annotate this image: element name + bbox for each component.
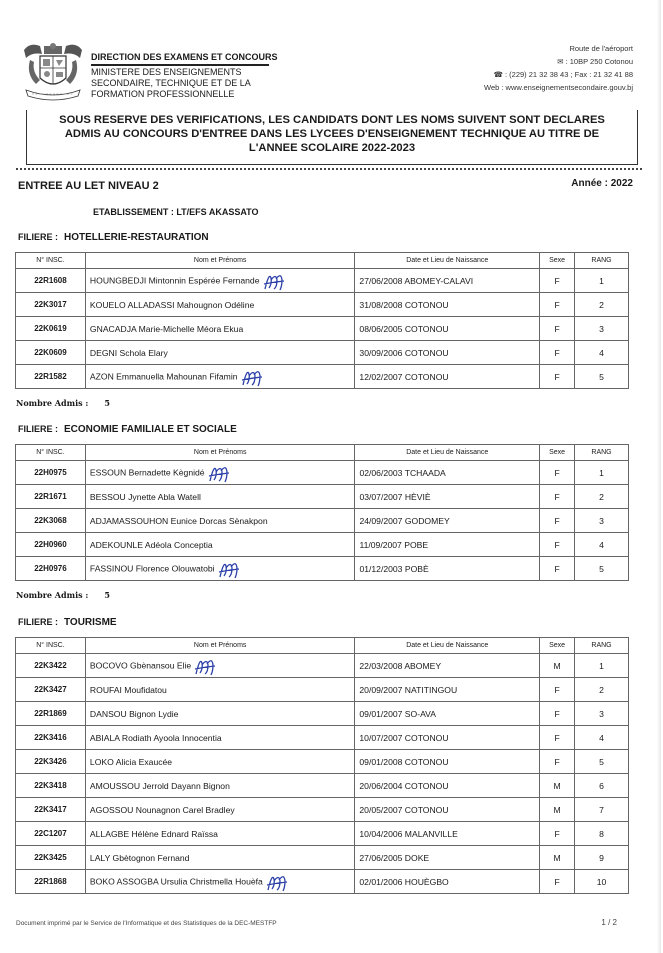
sex-cell: F <box>540 750 575 774</box>
sex-cell: F <box>540 702 575 726</box>
birth-cell: 02/01/2006 HOUÈGBO <box>355 870 540 894</box>
name-cell <box>85 678 354 702</box>
name-cell <box>85 341 355 365</box>
name-cell <box>85 702 354 726</box>
candidate-name: ADJAMASSOUHON Eunice Dorcas Sènakpon <box>89 515 268 526</box>
insc-number-cell: 22R1608 <box>16 269 86 293</box>
birth-cell: 27/06/2005 DOKE <box>355 846 540 870</box>
name-cell <box>85 654 354 678</box>
column-header: RANG <box>575 445 629 461</box>
table-row <box>16 485 629 509</box>
table-row <box>16 341 629 365</box>
rank-cell: 4 <box>575 341 629 365</box>
rank-cell: 2 <box>575 678 629 702</box>
issuing-authority-block <box>91 52 278 100</box>
rank-cell: 2 <box>575 485 629 509</box>
banner-line-1: SOUS RESERVE DES VERIFICATIONS, LES CANDIDATS DONT LES NOMS SUIVENT SONT DECLARES <box>59 114 605 126</box>
insc-number-cell: 22H0960 <box>16 533 86 557</box>
dotted-separator <box>16 168 642 170</box>
ministere-line-2: SECONDAIRE, TECHNIQUE ET DE LA <box>91 78 251 88</box>
name-cell <box>85 365 355 389</box>
insc-number-cell: 22K3417 <box>16 798 86 822</box>
rank-cell: 1 <box>575 461 629 485</box>
rank-cell: 6 <box>575 774 629 798</box>
rank-cell: 5 <box>575 750 629 774</box>
name-cell <box>85 557 355 581</box>
sex-cell: F <box>540 365 575 389</box>
ministere-line-3: FORMATION PROFESSIONNELLE <box>91 89 235 99</box>
column-header: Date et Lieu de Naissance <box>355 253 540 269</box>
birth-cell: 12/02/2007 COTONOU <box>355 365 540 389</box>
admitted-count <box>16 590 110 600</box>
column-header: Date et Lieu de Naissance <box>355 445 540 461</box>
insc-number-cell: 22K3426 <box>16 750 86 774</box>
filiere-label: FILIERE : <box>18 232 58 242</box>
table-header-row <box>16 445 629 461</box>
candidate-name: ABIALA Rodiath Ayoola Innocentia <box>89 732 222 743</box>
sex-cell: F <box>540 533 575 557</box>
birth-cell: 22/03/2008 ABOMEY <box>355 654 540 678</box>
candidate-name: LOKO Alicia Exaucée <box>89 756 173 767</box>
table-row <box>16 654 629 678</box>
insc-number-cell: 22C1207 <box>16 822 86 846</box>
name-cell <box>85 269 355 293</box>
entree-title: ENTREE AU LET NIVEAU 2 <box>18 180 159 192</box>
admitted-count-value: 5 <box>104 398 110 408</box>
admitted-count-value: 5 <box>104 590 110 600</box>
filiere-label: FILIERE : <box>18 617 58 627</box>
rank-cell: 2 <box>575 293 629 317</box>
birth-cell: 30/09/2006 COTONOU <box>355 341 540 365</box>
birth-cell: 20/06/2004 COTONOU <box>355 774 540 798</box>
name-cell <box>85 485 355 509</box>
admitted-count <box>16 398 110 408</box>
sex-cell: F <box>540 485 575 509</box>
sex-cell: F <box>540 557 575 581</box>
ministere-line-1: MINISTERE DES ENSEIGNEMENTS <box>91 67 242 77</box>
handwritten-signature <box>207 462 231 484</box>
birth-cell: 27/06/2008 ABOMEY-CALAVI <box>355 269 540 293</box>
rank-cell: 5 <box>575 365 629 389</box>
rank-cell: 7 <box>575 798 629 822</box>
birth-cell: 20/09/2007 NATITINGOU <box>355 678 540 702</box>
rank-cell: 5 <box>575 557 629 581</box>
handwritten-signature <box>217 558 241 580</box>
candidate-name: AMOUSSOU Jerrold Dayann Bignon <box>89 780 230 791</box>
insc-number-cell: 22K3068 <box>16 509 86 533</box>
birth-cell: 01/12/2003 POBÈ <box>355 557 540 581</box>
column-header: Date et Lieu de Naissance <box>355 638 540 654</box>
page-number: 1 / 2 <box>601 918 617 927</box>
column-header: RANG <box>575 253 629 269</box>
insc-number-cell: 22R1868 <box>16 870 86 894</box>
column-header: Sexe <box>540 638 575 654</box>
candidate-name: AGOSSOU Nounagnon Carel Bradley <box>89 804 235 815</box>
column-header: N° INSC. <box>16 445 86 461</box>
table-row <box>16 870 629 894</box>
candidate-name: GNACADJA Marie-Michelle Méora Ekua <box>89 323 244 334</box>
candidate-name: DEGNI Schola Elary <box>89 347 168 358</box>
column-header: Sexe <box>540 253 575 269</box>
filiere-name: HOTELLERIE-RESTAURATION <box>64 232 209 243</box>
sex-cell: F <box>540 678 575 702</box>
name-cell <box>85 846 354 870</box>
name-cell <box>85 750 354 774</box>
column-header: N° INSC. <box>16 253 86 269</box>
insc-number-cell: 22K0619 <box>16 317 86 341</box>
table-header-row <box>16 253 629 269</box>
contact-block <box>484 42 633 94</box>
rank-cell: 9 <box>575 846 629 870</box>
sex-cell: F <box>540 509 575 533</box>
filiere-heading <box>18 232 209 243</box>
rank-cell: 8 <box>575 822 629 846</box>
direction-rule <box>91 64 269 66</box>
annee-label: Année : 2022 <box>571 178 633 189</box>
insc-number-cell: 22K3418 <box>16 774 86 798</box>
table-row <box>16 846 629 870</box>
birth-cell: 03/07/2007 HÈVIÈ <box>355 485 540 509</box>
banner-line-3: L'ANNEE SCOLAIRE 2022-2023 <box>248 142 416 154</box>
handwritten-signature <box>262 270 286 292</box>
admitted-table <box>15 637 629 894</box>
admitted-count-label: Nombre Admis : <box>16 398 89 408</box>
column-header: N° INSC. <box>16 638 86 654</box>
rank-cell: 4 <box>575 726 629 750</box>
name-cell <box>85 822 354 846</box>
birth-cell: 08/06/2005 COTONOU <box>355 317 540 341</box>
sex-cell: F <box>540 269 575 293</box>
name-cell <box>85 726 354 750</box>
handwritten-signature <box>193 655 217 677</box>
sex-cell: M <box>540 774 575 798</box>
sex-cell: F <box>540 461 575 485</box>
insc-number-cell: 22K3427 <box>16 678 86 702</box>
candidate-name: BOKO ASSOGBA Ursulia Christmella Houèfa <box>89 875 263 886</box>
insc-number-cell: 22R1582 <box>16 365 86 389</box>
filiere-heading <box>18 617 117 628</box>
etablissement-label: ETABLISSEMENT : LT/EFS AKASSATO <box>93 207 259 217</box>
candidate-name: BESSOU Jynette Abla Watell <box>89 491 201 502</box>
sex-cell: F <box>540 317 575 341</box>
name-cell <box>85 509 355 533</box>
filiere-label: FILIERE : <box>18 424 58 434</box>
birth-cell: 11/09/2007 POBE <box>355 533 540 557</box>
table-row <box>16 293 629 317</box>
insc-number-cell: 22K0609 <box>16 341 86 365</box>
birth-cell: 10/04/2006 MALANVILLE <box>355 822 540 846</box>
candidate-name: HOUNGBEDJI Mintonnin Espérée Fernande <box>89 274 260 285</box>
table-row <box>16 798 629 822</box>
sex-cell: M <box>540 798 575 822</box>
admitted-count-label: Nombre Admis : <box>16 590 89 600</box>
table-row <box>16 822 629 846</box>
name-cell <box>85 293 355 317</box>
filiere-name: ECONOMIE FAMILIALE ET SOCIALE <box>64 424 237 435</box>
table-row <box>16 702 629 726</box>
birth-cell: 10/07/2007 COTONOU <box>355 726 540 750</box>
birth-cell: 09/01/2007 SO-AVA <box>355 702 540 726</box>
admitted-table <box>15 252 629 389</box>
direction-name: DIRECTION DES EXAMENS ET CONCOURS <box>91 52 278 62</box>
column-header: Nom et Prénoms <box>85 445 355 461</box>
table-row <box>16 678 629 702</box>
sex-cell: M <box>540 846 575 870</box>
table-row <box>16 774 629 798</box>
candidate-name: KOUELO ALLADASSI Mahougnon Odéline <box>89 299 255 310</box>
contact-address: Route de l'aéroport <box>569 44 633 53</box>
candidate-name: FASSINOU Florence Olouwatobi <box>89 562 215 573</box>
candidate-name: DANSOU Bignon Lydie <box>89 708 179 719</box>
scan-edge-shadow <box>657 0 661 953</box>
birth-cell: 02/06/2003 TCHAADA <box>355 461 540 485</box>
candidate-name: ALLAGBE Hélène Ednard Raïssa <box>89 828 218 839</box>
insc-number-cell: 22R1869 <box>16 702 86 726</box>
sex-cell: F <box>540 822 575 846</box>
insc-number-cell: 22K3017 <box>16 293 86 317</box>
name-cell <box>85 317 355 341</box>
table-row <box>16 533 629 557</box>
rank-cell: 1 <box>575 269 629 293</box>
column-header: Sexe <box>540 445 575 461</box>
filiere-heading <box>18 424 237 435</box>
contact-web: Web : www.enseignementsecondaire.gouv.bj <box>484 83 633 92</box>
column-header: Nom et Prénoms <box>85 253 355 269</box>
footer-print-note: Document imprimé par le Service de l'Informatique et des Statistiques de la DEC-MESTFP <box>16 920 277 927</box>
rank-cell: 1 <box>575 654 629 678</box>
name-cell <box>85 533 355 557</box>
column-header: RANG <box>575 638 629 654</box>
birth-cell: 20/05/2007 COTONOU <box>355 798 540 822</box>
insc-number-cell: 22H0975 <box>16 461 86 485</box>
candidate-name: ESSOUN Bernadette Kègnidé <box>89 466 205 477</box>
insc-number-cell: 22H0976 <box>16 557 86 581</box>
table-row <box>16 317 629 341</box>
birth-cell: 31/08/2008 COTONOU <box>355 293 540 317</box>
insc-number-cell: 22K3416 <box>16 726 86 750</box>
birth-cell: 24/09/2007 GODOMEY <box>355 509 540 533</box>
candidate-name: ADEKOUNLE Adéola Conceptia <box>89 539 213 550</box>
contact-bp: ✉ : 10BP 250 Cotonou <box>557 57 633 66</box>
rank-cell: 10 <box>575 870 629 894</box>
rank-cell: 3 <box>575 509 629 533</box>
candidate-name: ROUFAI Moufidatou <box>89 684 167 695</box>
rank-cell: 4 <box>575 533 629 557</box>
sex-cell: M <box>540 654 575 678</box>
sex-cell: F <box>540 293 575 317</box>
insc-number-cell: 22K3425 <box>16 846 86 870</box>
insc-number-cell: 22R1671 <box>16 485 86 509</box>
column-header: Nom et Prénoms <box>85 638 354 654</box>
table-row <box>16 269 629 293</box>
name-cell <box>85 798 354 822</box>
name-cell <box>85 774 354 798</box>
table-row <box>16 750 629 774</box>
banner-line-2: ADMIS AU CONCOURS D'ENTREE DANS LES LYCEES D'ENSEIGNEMENT TECHNIQUE AU TITRE DE <box>64 128 600 140</box>
birth-cell: 09/01/2008 COTONOU <box>355 750 540 774</box>
handwritten-signature <box>265 871 289 893</box>
admitted-table <box>15 444 629 581</box>
sex-cell: F <box>540 726 575 750</box>
name-cell <box>85 870 354 894</box>
table-row <box>16 557 629 581</box>
sex-cell: F <box>540 341 575 365</box>
candidate-name: AZON Emmanuella Mahounan Fifamin <box>89 370 238 381</box>
sex-cell: F <box>540 870 575 894</box>
table-row <box>16 365 629 389</box>
filiere-name: TOURISME <box>64 617 117 628</box>
rank-cell: 3 <box>575 317 629 341</box>
handwritten-signature <box>240 366 264 388</box>
announcement-banner <box>26 110 638 165</box>
candidate-name: LALY Gbètognon Fernand <box>89 852 190 863</box>
table-header-row <box>16 638 629 654</box>
table-row <box>16 509 629 533</box>
rank-cell: 3 <box>575 702 629 726</box>
benin-coat-of-arms-emblem <box>18 40 88 104</box>
candidate-name: BOCOVO Gbènansou Elie <box>89 659 192 670</box>
table-row <box>16 461 629 485</box>
name-cell <box>85 461 355 485</box>
insc-number-cell: 22K3422 <box>16 654 86 678</box>
table-row <box>16 726 629 750</box>
contact-phone: ☎ : (229) 21 32 38 43 ; Fax : 21 32 41 88 <box>493 70 633 79</box>
